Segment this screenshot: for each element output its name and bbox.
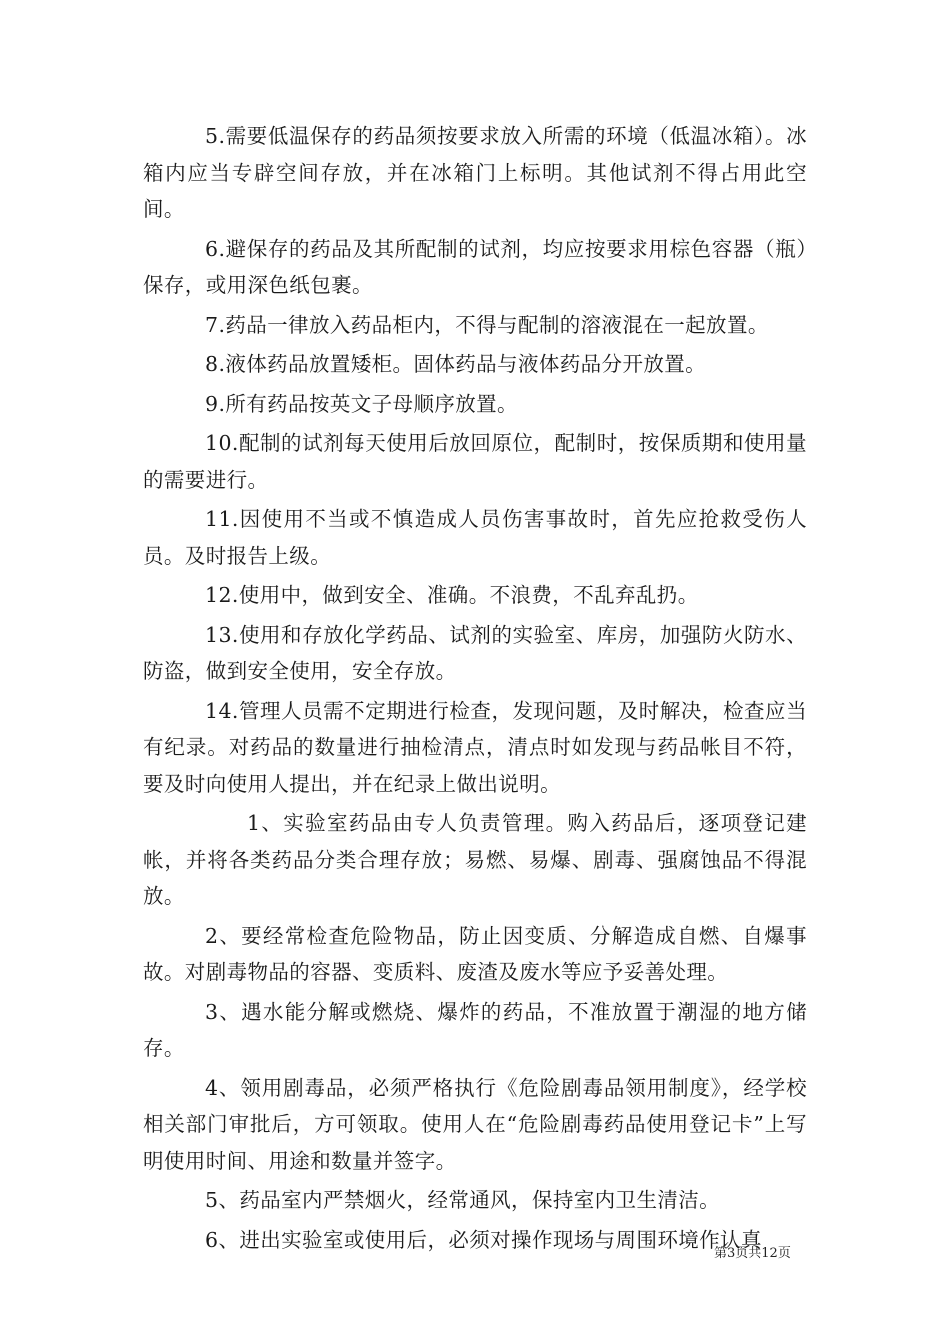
paragraph-rule-5: 5.需要低温保存的药品须按要求放入所需的环境（低温冰箱）。冰箱内应当专辟空间存放，并在冰箱门上标明。其他试剂不得占用此空间。 [143,124,807,221]
paragraph-rule-6: 6.避保存的药品及其所配制的试剂，均应按要求用棕色容器（瓶）保存，或用深色纸包裹。 [143,236,807,297]
paragraph-item-1: 1、实验室药品由专人负责管理。购入药品后，逐项登记建帐，并将各类药品分类合理存放；易燃、易爆、剧毒、强腐蚀品不得混放。 [143,811,807,908]
paragraph-rule-7: 7.药品一律放入药品柜内，不得与配制的溶液混在一起放置。 [205,312,769,337]
paragraph-rule-14: 14.管理人员需不定期进行检查，发现问题，及时解决，检查应当有纪录。对药品的数量进行抽检清点，清点时如发现与药品帐目不符，要及时向使用人提出，并在纪录上做出说明。 [143,698,807,796]
paragraph-item-5: 5、药品室内严禁烟火，经常通风，保持室内卫生清洁。 [205,1188,721,1212]
page-number-footer: 第3页共12页 [714,1246,791,1261]
paragraph-rule-12: 12.使用中，做到安全、准确。不浪费，不乱弃乱扔。 [205,583,699,607]
paragraph-item-6: 6、进出实验室或使用后，必须对操作现场与周围环境作认真 [205,1227,762,1252]
document-body [143,118,807,1261]
paragraph-rule-9: 9.所有药品按英文子母顺序放置。 [205,391,518,416]
paragraph-rule-8: 8.液体药品放置矮柜。固体药品与液体药品分开放置。 [205,352,707,376]
paragraph-rule-10: 10.配制的试剂每天使用后放回原位，配制时，按保质期和使用量的需要进行。 [143,431,807,492]
paragraph-item-3: 3、遇水能分解或燃烧、爆炸的药品，不准放置于潮湿的地方储存。 [143,999,807,1060]
paragraph-rule-13: 13.使用和存放化学药品、试剂的实验室、库房，加强防火防水、防盗，做到安全使用，安全存放。 [143,622,807,683]
paragraph-item-2: 2、要经常检查危险物品，防止因变质、分解造成自燃、自爆事故。对剧毒物品的容器、变质料、废渣及废水等应予妥善处理。 [143,923,807,984]
paragraph-item-4: 4、领用剧毒品，必须严格执行《危险剧毒品领用制度》，经学校相关部门审批后，方可领取。使用人在“危险剧毒药品使用登记卡”上写明使用时间、用途和数量并签字。 [143,1075,807,1173]
paragraph-rule-11: 11.因使用不当或不慎造成人员伤害事故时，首先应抢救受伤人员。及时报告上级。 [143,507,807,568]
